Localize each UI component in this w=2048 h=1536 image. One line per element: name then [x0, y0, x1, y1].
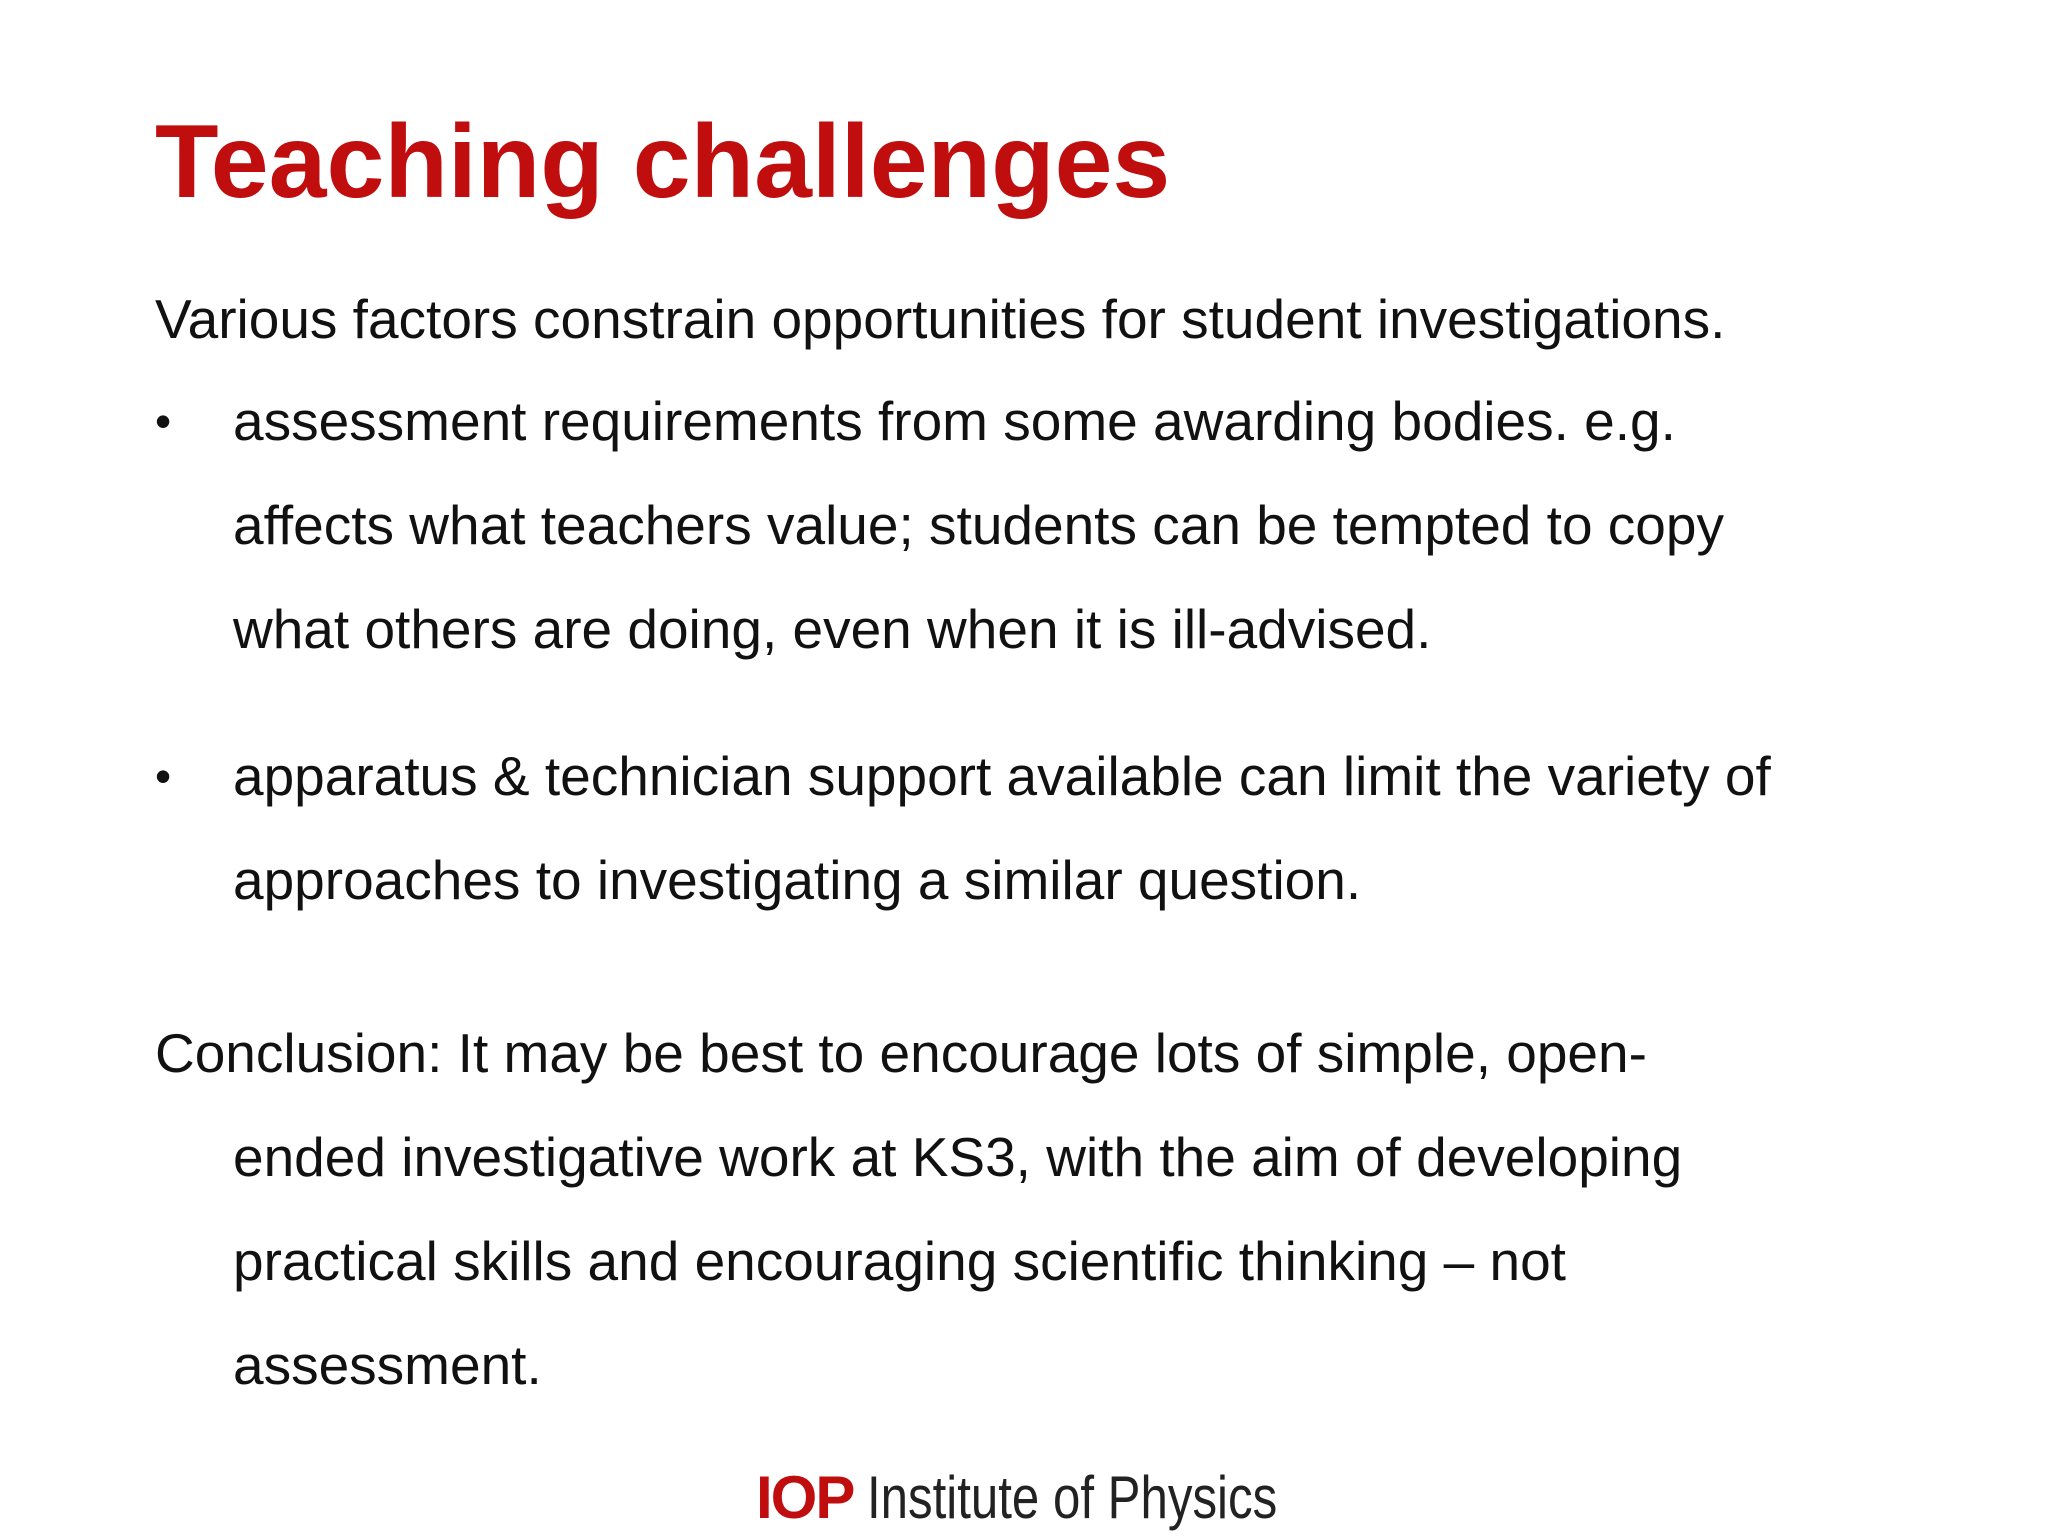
conclusion-line: Conclusion: It may be best to encourage lots of simple, open- [155, 1022, 1647, 1084]
bullet-line: affects what teachers value; students can be tempted to copy [233, 494, 1724, 556]
bullet-text [233, 740, 1771, 948]
iop-logo-text: Institute of Physics [867, 1464, 1278, 1531]
iop-logo-mark: IOP [756, 1464, 854, 1531]
bullet-line: approaches to investigating a similar question. [233, 849, 1362, 911]
conclusion-paragraph [155, 1017, 1682, 1433]
conclusion-line: ended investigative work at KS3, with the aim of developing [233, 1126, 1683, 1188]
conclusion-line: assessment. [233, 1334, 542, 1396]
bullet-marker: • [155, 395, 172, 447]
bullet-line: apparatus & technician support available can limit the variety of [233, 745, 1771, 807]
iop-logo [756, 1462, 1368, 1534]
bullet-marker: • [155, 750, 172, 802]
bullet-line: assessment requirements from some awarding bodies. e.g. [233, 390, 1676, 452]
bullet-line: what others are doing, even when it is ill-advised. [233, 598, 1432, 660]
conclusion-line: practical skills and encouraging scientific thinking – not [233, 1230, 1566, 1292]
bullet-text [233, 385, 1724, 697]
intro-text: Various factors constrain opportunities for student investigations. [155, 288, 1726, 350]
slide-title: Teaching challenges [155, 104, 1171, 220]
